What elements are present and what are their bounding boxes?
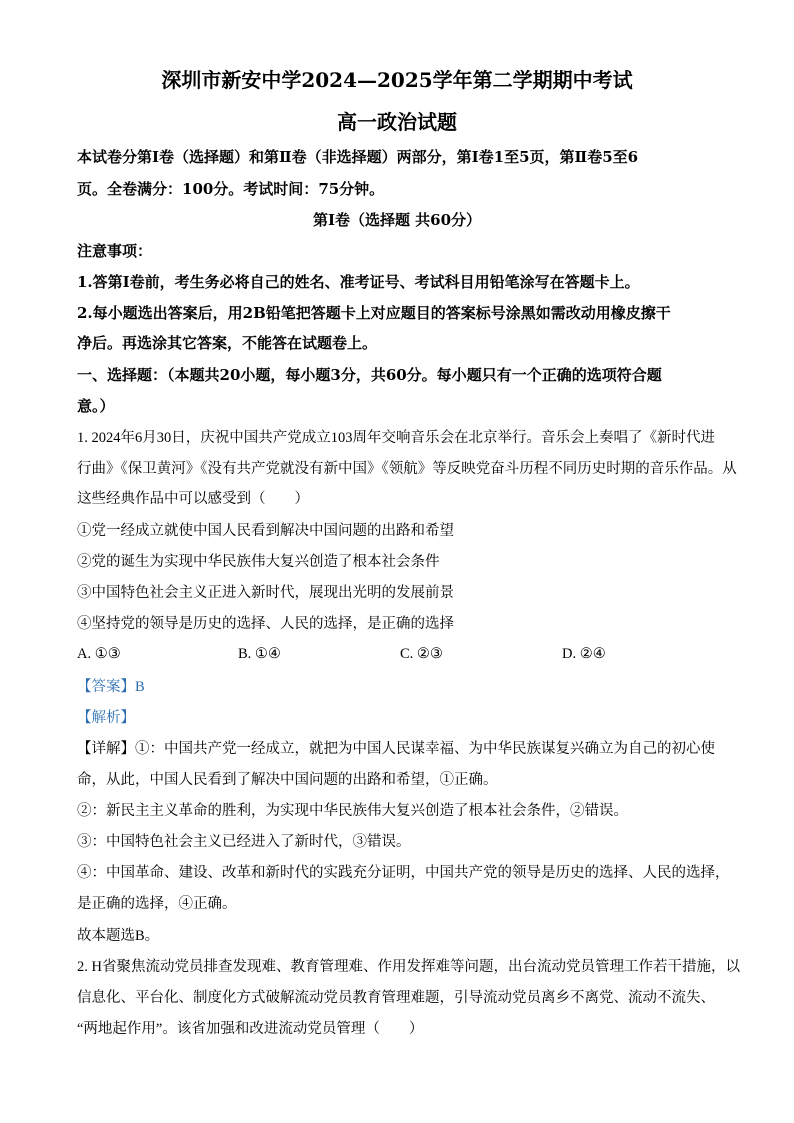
exam-title: 深圳市新安中学2024—2025学年第二学期期中考试 [161, 68, 633, 92]
q1-stem-1: 1. 2024年6月30日，庆祝中国共产党成立103周年交响音乐会在北京举行。音乐会上奏唱了《新时代进 [77, 430, 715, 446]
note-1: 1.答第Ⅰ卷前，考生务必将自己的姓名、准考证号、考试科目用铅笔涂写在答题卡上。 [77, 273, 640, 291]
q1-statement-3: ③中国特色社会主义正进入新时代，展现出光明的发展前景 [77, 585, 454, 601]
q1-detail-4a: ④：中国革命、建设、改革和新时代的实践充分证明，中国共产党的领导是历史的选择、人民的选择， [77, 865, 730, 881]
exam-subtitle: 高一政治试题 [337, 110, 457, 134]
q1-detail-2: ②：新民主主义革命的胜利，为实现中华民族伟大复兴创造了根本社会条件，②错误。 [77, 803, 628, 819]
q1-analysis-label: 【解析】 [77, 710, 135, 726]
q1-stem-3: 这些经典作品中可以感受到（ ） [77, 491, 309, 507]
section-heading: 第Ⅰ卷（选择题 共60分） [312, 211, 482, 229]
q1-statement-1: ①党一经成立就使中国人民看到解决中国问题的出路和希望 [77, 523, 454, 539]
q1-detail-1b: 命，从此，中国人民看到了解决中国问题的出路和希望，①正确。 [77, 772, 498, 788]
q1-detail-4b: 是正确的选择，④正确。 [77, 896, 237, 912]
q1-option-b: B. ①④ [238, 646, 281, 662]
intro-line-2: 页。全卷满分：100分。考试时间：75分钟。 [77, 180, 385, 198]
q1-option-a: A. ①③ [77, 646, 121, 662]
q2-stem-2: 信息化、平台化、制度化方式破解流动党员教育管理难题，引导流动党员离乡不离党、流动不流失、 [77, 990, 715, 1006]
part1-heading-a: 一、选择题：（本题共20小题，每小题3分，共60分。每小题只有一个正确的选项符合题 [77, 366, 662, 384]
q1-option-c: C. ②③ [400, 646, 443, 662]
q1-detail-3: ③：中国特色社会主义已经进入了新时代，③错误。 [77, 834, 411, 850]
q1-statement-4: ④坚持党的领导是历史的选择、人民的选择，是正确的选择 [77, 616, 454, 632]
q1-conclusion: 故本题选B。 [77, 928, 160, 944]
q1-statement-2: ②党的诞生为实现中华民族伟大复兴创造了根本社会条件 [77, 554, 440, 570]
q1-option-d: D. ②④ [562, 646, 606, 662]
part1-heading-b: 意。） [77, 397, 115, 415]
q1-stem-2: 行曲》《保卫黄河》《没有共产党就没有新中国》《领航》等反映党奋斗历程不同历史时期的音乐作品。从 [77, 461, 737, 477]
note-2b: 净后。再选涂其它答案，不能答在试题卷上。 [77, 334, 378, 352]
note-2a: 2.每小题选出答案后，用2B铅笔把答题卡上对应题目的答案标号涂黑如需改动用橡皮擦干 [77, 304, 671, 322]
q1-detail-1a: 【详解】①：中国共产党一经成立，就把为中国人民谋幸福、为中华民族谋复兴确立为自己的初心使 [77, 741, 715, 757]
notes-heading: 注意事项： [77, 242, 153, 260]
q1-answer: 【答案】B [77, 679, 145, 695]
q2-stem-3: “两地起作用”。该省加强和改进流动党员管理（ ） [77, 1021, 424, 1037]
intro-line-1: 本试卷分第Ⅰ卷（选择题）和第Ⅱ卷（非选择题）两部分，第Ⅰ卷1至5页，第Ⅱ卷5至6 [77, 148, 639, 166]
q2-stem-1: 2. H省聚焦流动党员排查发现难、教育管理难、作用发挥难等问题，出台流动党员管理工作若干措施，以 [77, 959, 740, 975]
